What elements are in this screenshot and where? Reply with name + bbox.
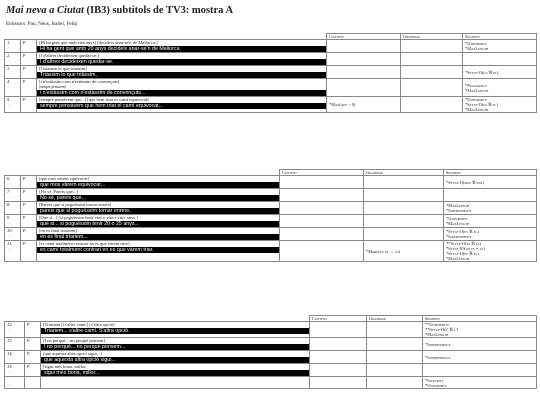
speaker-cell: P	[21, 228, 37, 241]
hand-pointer-icon: ☞	[7, 46, 12, 51]
grammar-cell	[364, 215, 444, 228]
subtitle-table-3	[4, 315, 537, 389]
segment-header: Segment	[423, 316, 537, 322]
segment-header: Segment	[444, 170, 537, 176]
source-transcript: [es camí totalment contrari an es que vàrem triar]	[39, 241, 130, 246]
speaker-cell	[25, 377, 41, 389]
segment-cell: *Uniformity *Style-O(es ℜ el) *MaxLength	[463, 97, 537, 113]
segment-cell	[463, 53, 537, 66]
content-header: Content	[280, 170, 364, 176]
row-number: 4. ☞	[5, 79, 21, 97]
transcript-cell	[37, 176, 280, 189]
row-number	[5, 377, 25, 389]
segment-cell: *MaxLength *Independence	[444, 202, 537, 215]
row-number: 9. ☞	[5, 215, 21, 228]
transcript-cell	[41, 322, 310, 338]
table-row	[5, 202, 537, 215]
segment-cell: **Style-O(es ℜ el) *Style-IO(an es = as) *Style-O(es ℜ el) *MaxLength	[444, 241, 537, 262]
speaker-cell: P	[21, 215, 37, 228]
speaker-cell: P	[21, 176, 37, 189]
speaker-cell: P	[21, 189, 37, 202]
grammar-cell	[364, 228, 444, 241]
speaker-cell: P	[21, 202, 37, 215]
row-number: 3. ☞	[5, 66, 21, 79]
content-cell	[280, 241, 364, 262]
segment-cell: *Style-O(lo ℜ el)	[463, 66, 537, 79]
subtitle-text: que aquesta altra opció sigui...	[41, 357, 309, 363]
hand-pointer-icon: ☞	[7, 182, 12, 187]
content-cell	[280, 215, 364, 228]
transcript-cell	[37, 189, 280, 202]
table-row	[5, 228, 537, 241]
document-title: Mai neva a Ciutat (IB3) subtítols de TV3: mostra A	[6, 5, 234, 16]
subtitle-table-2	[4, 169, 537, 262]
transcript-cell	[41, 364, 310, 377]
speaker-cell: P	[21, 241, 37, 262]
row-number: 15. ☞	[5, 364, 25, 377]
hand-pointer-icon: ☞	[7, 383, 12, 388]
hand-pointer-icon: ☞	[7, 344, 12, 349]
subtitle-text: que mos vàrem equivocar...	[37, 182, 279, 188]
source-transcript: [en es final triariem]	[39, 228, 77, 233]
content-cell	[280, 228, 364, 241]
table-row	[5, 97, 537, 113]
grammar-header: Grammar	[367, 316, 423, 322]
source-transcript: [I d'altres decideixen quedar-se.]	[39, 53, 99, 58]
content-cell	[310, 377, 367, 389]
content-cell	[280, 176, 364, 189]
subtitle-text: sigui més bona, millor...	[41, 370, 309, 376]
subtitle-table-1	[4, 33, 537, 113]
table-row	[5, 377, 537, 389]
source-transcript: [No sé. Pareix que...]	[39, 189, 78, 194]
subtitle-text: Triàssim lo que triàssim,	[37, 72, 326, 78]
hand-pointer-icon: ☞	[7, 357, 12, 362]
row-number: 13. ☞	[5, 338, 25, 351]
hand-pointer-icon: ☞	[7, 234, 12, 239]
speaker-cell: P	[21, 53, 37, 66]
hand-pointer-icon: ☞	[7, 85, 12, 90]
hand-pointer-icon: ☞	[7, 103, 12, 108]
emissors-line: Emissors: Pau, Neus, Isabel, Felip	[6, 21, 78, 27]
row-number: 11. ☞	[5, 241, 21, 262]
table-row	[5, 53, 537, 66]
transcript-cell	[37, 228, 280, 241]
grammar-cell	[367, 322, 423, 338]
segment-cell: **Uniformity **Style-O(s' ℜ l') *MaxLength	[423, 322, 537, 338]
content-cell	[280, 189, 364, 202]
subtitle-text: pareix que si poguéssim tornar enrere,	[37, 208, 279, 214]
source-transcript: [sigui més bona, millor,	[43, 364, 87, 369]
row-number: 6. ☞	[5, 176, 21, 189]
subtitle-text: Hi ha gent que amb 20 anys decideix anar-se'n de Mallorca.	[37, 46, 326, 52]
grammar-cell	[367, 338, 423, 351]
transcript-cell	[37, 79, 327, 97]
grammar-cell	[364, 189, 444, 202]
segment-cell: *Independence	[423, 351, 537, 364]
transcript-cell	[37, 241, 280, 262]
row-number: 1. ☞	[5, 40, 21, 53]
table-row	[5, 338, 537, 351]
hand-pointer-icon: ☞	[7, 221, 12, 226]
speaker-cell: P	[25, 338, 41, 351]
source-transcript	[43, 377, 307, 383]
grammar-cell	[364, 202, 444, 215]
source-transcript: [sempre pensàvem que...] [que hem triat es camí equivocat]	[39, 97, 149, 102]
table-row	[5, 351, 537, 364]
hand-pointer-icon: ☞	[7, 72, 12, 77]
speaker-cell: P	[21, 97, 37, 113]
source-transcript: [Triariem] [s'altre camí,] [s'altra opció]	[43, 322, 115, 327]
content-cell	[327, 79, 401, 97]
source-transcript: [Pareix que si poguéssim tornar enrere]	[39, 202, 112, 207]
row-number: 7. ☞	[5, 189, 21, 202]
segment-cell	[423, 364, 537, 377]
transcript-cell	[37, 66, 327, 79]
segment-cell: *Style-O(es ℜ el) *Independence	[444, 228, 537, 241]
table-row	[5, 364, 537, 377]
source-transcript: [I triasum lo que triassim]	[39, 66, 87, 71]
content-cell	[327, 40, 401, 53]
row-number: 14. ☞	[5, 351, 25, 364]
content-cell	[327, 53, 401, 66]
row-number: 10. ☞	[5, 228, 21, 241]
hand-pointer-icon: ☞	[7, 370, 12, 375]
segment-cell: *Independence	[423, 338, 537, 351]
grammar-cell	[401, 97, 463, 113]
content-cell	[327, 66, 401, 79]
speaker-cell: P	[21, 40, 37, 53]
grammar-cell	[367, 351, 423, 364]
subtitle-text: I d'altres decideixen quedar-se.	[37, 59, 326, 65]
subtitle-text: que si... si poguéssim tenir 20 o 25 anys...	[37, 221, 279, 227]
segment-cell: *Uniformity *MaxLength	[444, 215, 537, 228]
transcript-cell	[37, 215, 280, 228]
hand-pointer-icon: ☞	[7, 208, 12, 213]
speaker-cell: P	[25, 322, 41, 338]
table-row	[5, 322, 537, 338]
subtitle-text: en es final triariem...	[37, 234, 279, 240]
table-row	[5, 79, 537, 97]
transcript-cell	[37, 202, 280, 215]
transcript-cell	[41, 351, 310, 364]
segment-header: Segment	[463, 34, 537, 40]
subtitle-text: I no perquè... no perquè pensem...	[41, 344, 309, 350]
content-cell	[310, 322, 367, 338]
source-transcript: [i n'estàssim com n'estàssim de convençuts]	[39, 79, 120, 84]
table-row	[5, 189, 537, 202]
source-transcript: [que aquesta altra opció sigui...]	[43, 351, 102, 356]
speaker-cell: P	[21, 79, 37, 97]
grammar-cell	[367, 377, 423, 389]
subtitle-text: sempre pensàvem que hem triat el camí equivocat...	[37, 103, 326, 109]
table-row	[5, 66, 537, 79]
segment-cell: *Uniformity *MaxLength	[463, 40, 537, 53]
transcript-cell	[37, 40, 327, 53]
content-header: Content	[327, 34, 401, 40]
content-cell	[310, 351, 367, 364]
subtitle-text: es camí totalment contrari en es que vàrem triar.	[37, 247, 279, 253]
source-note: [sempre pensaven]	[39, 85, 67, 89]
row-number: 2. ☞	[5, 53, 21, 66]
content-cell	[280, 202, 364, 215]
table-row	[5, 40, 537, 53]
transcript-cell	[37, 53, 327, 66]
subtitle-text: Triariem... s'altre camí. S'altra opció.	[41, 328, 309, 334]
content-cell: *Max(que > 0)	[327, 97, 401, 113]
table-row	[5, 241, 537, 262]
grammar-cell	[401, 53, 463, 66]
content-header: Content	[310, 316, 367, 322]
hand-pointer-icon: ☞	[7, 59, 12, 64]
hand-pointer-icon: ☞	[7, 328, 12, 333]
segment-cell	[444, 189, 537, 202]
grammar-cell	[367, 364, 423, 377]
subtitle-text: i n'estàssim com n'estàssim de convençuts...	[37, 90, 326, 96]
row-number: 8. ☞	[5, 202, 21, 215]
row-number: 5. ☞	[5, 97, 21, 113]
transcript-cell	[37, 97, 327, 113]
segment-cell: *Integrity *Uniformity	[423, 377, 537, 389]
table-row	[5, 215, 537, 228]
source-transcript: [que mos vàrem equivocar]	[39, 176, 90, 181]
grammar-header: Grammar	[401, 34, 463, 40]
grammar-cell	[401, 79, 463, 97]
transcript-cell	[41, 338, 310, 351]
speaker-cell: P	[25, 364, 41, 377]
speaker-cell: P	[21, 66, 37, 79]
grammar-cell	[364, 176, 444, 189]
transcript-cell	[41, 377, 310, 389]
subtitle-text: No sé, pareix que...	[37, 195, 279, 201]
table-row	[5, 176, 537, 189]
content-cell	[310, 364, 367, 377]
speaker-cell: P	[25, 351, 41, 364]
grammar-header: Grammar	[364, 170, 444, 176]
row-number: 12. ☞	[5, 322, 25, 338]
source-transcript: [Que si...] [si poguéssim tenir vint o vint-i-cinc anys.]	[39, 215, 138, 220]
hand-pointer-icon: ☞	[7, 195, 12, 200]
hand-pointer-icon: ☞	[7, 247, 12, 252]
segment-cell: *Pragmatics *MaxLength	[463, 79, 537, 97]
grammar-cell: *Morf(an es → as)	[364, 241, 444, 262]
source-transcript: [Hi ha gent que amb vint anys] [decideix anar-se'n de Mallorca.]	[39, 40, 158, 45]
grammar-cell	[401, 40, 463, 53]
content-cell	[310, 338, 367, 351]
source-transcript: [I no perquè... no perquè pensem]	[43, 338, 105, 343]
segment-cell: *Style-O(mos ℜ ens)	[444, 176, 537, 189]
grammar-cell	[401, 66, 463, 79]
